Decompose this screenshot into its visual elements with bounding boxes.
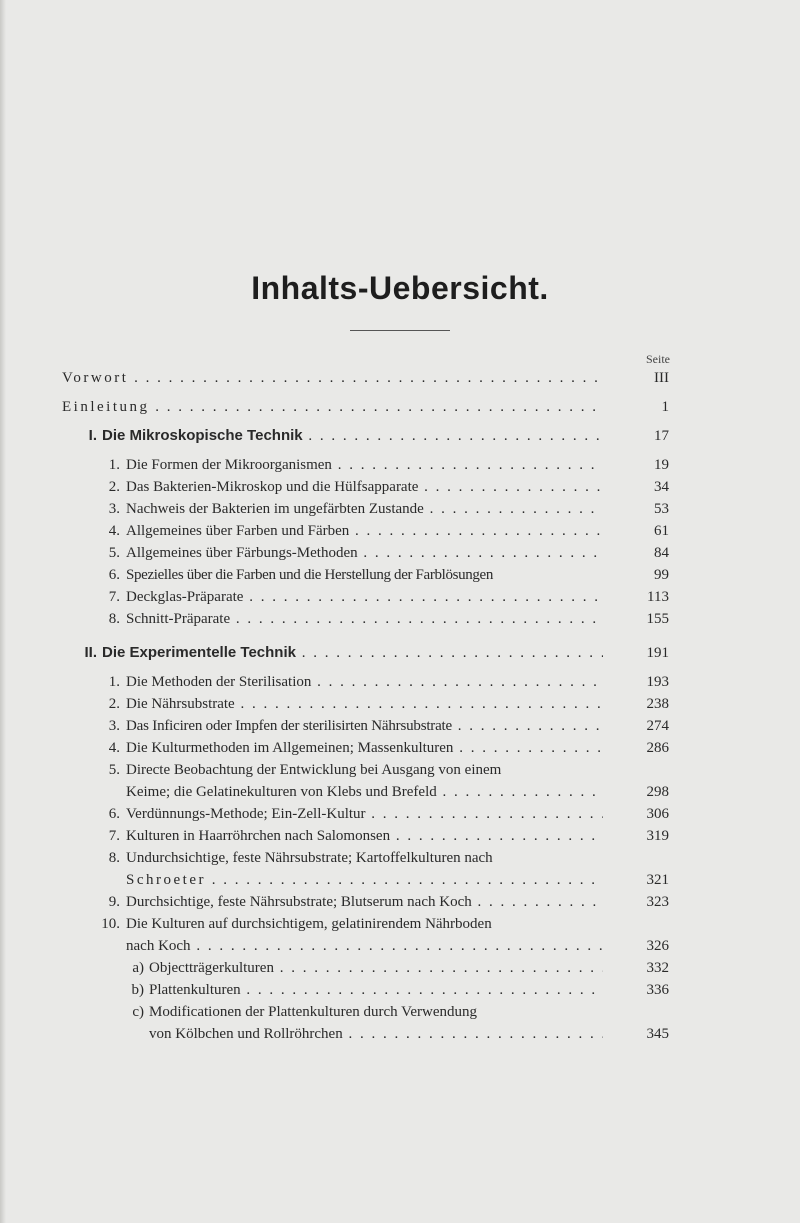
toc-entry-page: 286	[646, 740, 669, 756]
toc-entry-number: 7.	[108, 828, 120, 844]
toc-entry-number: 5.	[108, 762, 120, 778]
page-title: Inhalts-Uebersicht.	[251, 270, 549, 306]
toc-entry-page: 34	[654, 479, 669, 495]
toc-entry-page: III	[654, 370, 669, 386]
toc-entry-number: 8.	[108, 611, 120, 627]
toc-entry-text: Schroeter . . .	[126, 869, 603, 891]
toc-entry-text: Die Nährsubstrate . . .	[126, 693, 603, 715]
toc-entry-page: 298	[646, 784, 669, 800]
toc-entry-number: 5.	[108, 545, 120, 561]
toc-entry-text: Spezielles über die Farben und die Herstellung der Farblösungen	[126, 567, 494, 583]
toc-entry-text: Nachweis der Bakterien im ungefärbten Zustande . . .	[126, 498, 603, 520]
toc-entry-text: Das Bakterien-Mikroskop und die Hülfsapparate . . .	[126, 476, 603, 498]
toc-entry-text: Vorwort . . .	[62, 367, 603, 389]
toc-entry-number: 4.	[108, 523, 120, 539]
toc-entry-page: 113	[647, 589, 669, 605]
toc-entry-text: Die Formen der Mikroorganismen . . .	[126, 454, 603, 476]
toc-entry-number: a)	[132, 960, 144, 976]
toc-entry-text: Directe Beobachtung der Entwicklung bei Ausgang von einem	[126, 762, 502, 778]
toc-entry-text: von Kölbchen und Rollröhrchen . . .	[149, 1023, 603, 1045]
toc-entry-page: 326	[646, 938, 669, 954]
toc-entry-number: 6.	[108, 567, 120, 583]
toc-entry-text: Deckglas-Präparate . . .	[126, 586, 603, 608]
toc-section-title: Die Experimentelle Technik . . .	[102, 642, 603, 664]
toc-entry-text: Die Kulturen auf durchsichtigem, gelatinirendem Nährboden	[126, 916, 492, 932]
toc-entry-page: 155	[646, 611, 669, 627]
toc-entry-number: 3.	[108, 718, 120, 734]
toc-entry-page: 17	[654, 428, 669, 444]
toc-entry-page: 84	[654, 545, 669, 561]
toc-entry-page: 238	[646, 696, 669, 712]
toc-entry-number: 7.	[108, 589, 120, 605]
toc-entry-text: Schnitt-Präparate . . .	[126, 608, 603, 630]
toc-entry-page: 319	[646, 828, 669, 844]
toc-entry-text: nach Koch . . .	[126, 935, 603, 957]
toc-entry-page: 191	[646, 645, 669, 661]
toc-entry-text: Allgemeines über Farben und Färben . . .	[126, 520, 603, 542]
toc-entry-number: b)	[131, 982, 144, 998]
toc-entry-page: 274	[646, 718, 669, 734]
toc-entry-number: 9.	[108, 894, 120, 910]
toc-entry-text: Die Methoden der Sterilisation . . .	[126, 671, 603, 693]
toc-entry-text: Das Inficiren oder Impfen der sterilisirten Nährsubstrate . . .	[126, 715, 603, 737]
toc-entry-text: Plattenkulturen . . .	[149, 979, 603, 1001]
toc-entry-page: 345	[646, 1026, 669, 1042]
toc-entry-page: 99	[654, 567, 669, 583]
toc-entry-text: Kulturen in Haarröhrchen nach Salomonsen . . .	[126, 825, 603, 847]
toc-entry-text: Keime; die Gelatinekulturen von Klebs und Brefeld . . .	[126, 781, 603, 803]
toc-entry-text: Undurchsichtige, feste Nährsubstrate; Kartoffelkulturen nach	[126, 850, 493, 866]
page-column-header: Seite	[646, 352, 670, 366]
toc-entry-text: Verdünnungs-Methode; Ein-Zell-Kultur . . .	[126, 803, 603, 825]
toc-entry-page: 193	[646, 674, 669, 690]
page-edge	[0, 0, 6, 1223]
toc-section-number: I.	[88, 427, 97, 444]
toc-entry-number: 2.	[108, 479, 120, 495]
toc-entry-number: 1.	[108, 457, 120, 473]
toc-entry-page: 61	[654, 523, 669, 539]
toc-entry-number: 3.	[108, 501, 120, 517]
toc-entry-page: 1	[661, 399, 669, 415]
title-rule	[350, 330, 450, 331]
toc-section-title: Die Mikroskopische Technik . . .	[102, 425, 603, 447]
toc-entry-page: 306	[646, 806, 669, 822]
toc-entry-text: Die Kulturmethoden im Allgemeinen; Massenkulturen . . .	[126, 737, 603, 759]
toc-entry-text: Objectträgerkulturen . . .	[149, 957, 603, 979]
toc-entry-number: 10.	[101, 916, 120, 932]
toc-entry-number: 6.	[108, 806, 120, 822]
toc-entry-number: 4.	[108, 740, 120, 756]
toc-section-number: II.	[84, 644, 97, 661]
toc-entry-page: 336	[646, 982, 669, 998]
toc-entry-page: 321	[646, 872, 669, 888]
toc-entry-number: c)	[132, 1004, 144, 1020]
toc-entry-text: Durchsichtige, feste Nährsubstrate; Blutserum nach Koch . . .	[126, 891, 603, 913]
toc-entry-text: Modificationen der Plattenkulturen durch Verwendung	[149, 1004, 477, 1020]
toc-entry-number: 1.	[108, 674, 120, 690]
toc-entry-page: 19	[654, 457, 669, 473]
toc-entry-page: 53	[654, 501, 669, 517]
toc-entry-page: 323	[646, 894, 669, 910]
toc-entry-text: Allgemeines über Färbungs-Methoden . . .	[126, 542, 603, 564]
toc-entry-number: 2.	[108, 696, 120, 712]
toc-entry-number: 8.	[108, 850, 120, 866]
toc-entry-page: 332	[646, 960, 669, 976]
toc-entry-text: Einleitung . . .	[62, 396, 603, 418]
